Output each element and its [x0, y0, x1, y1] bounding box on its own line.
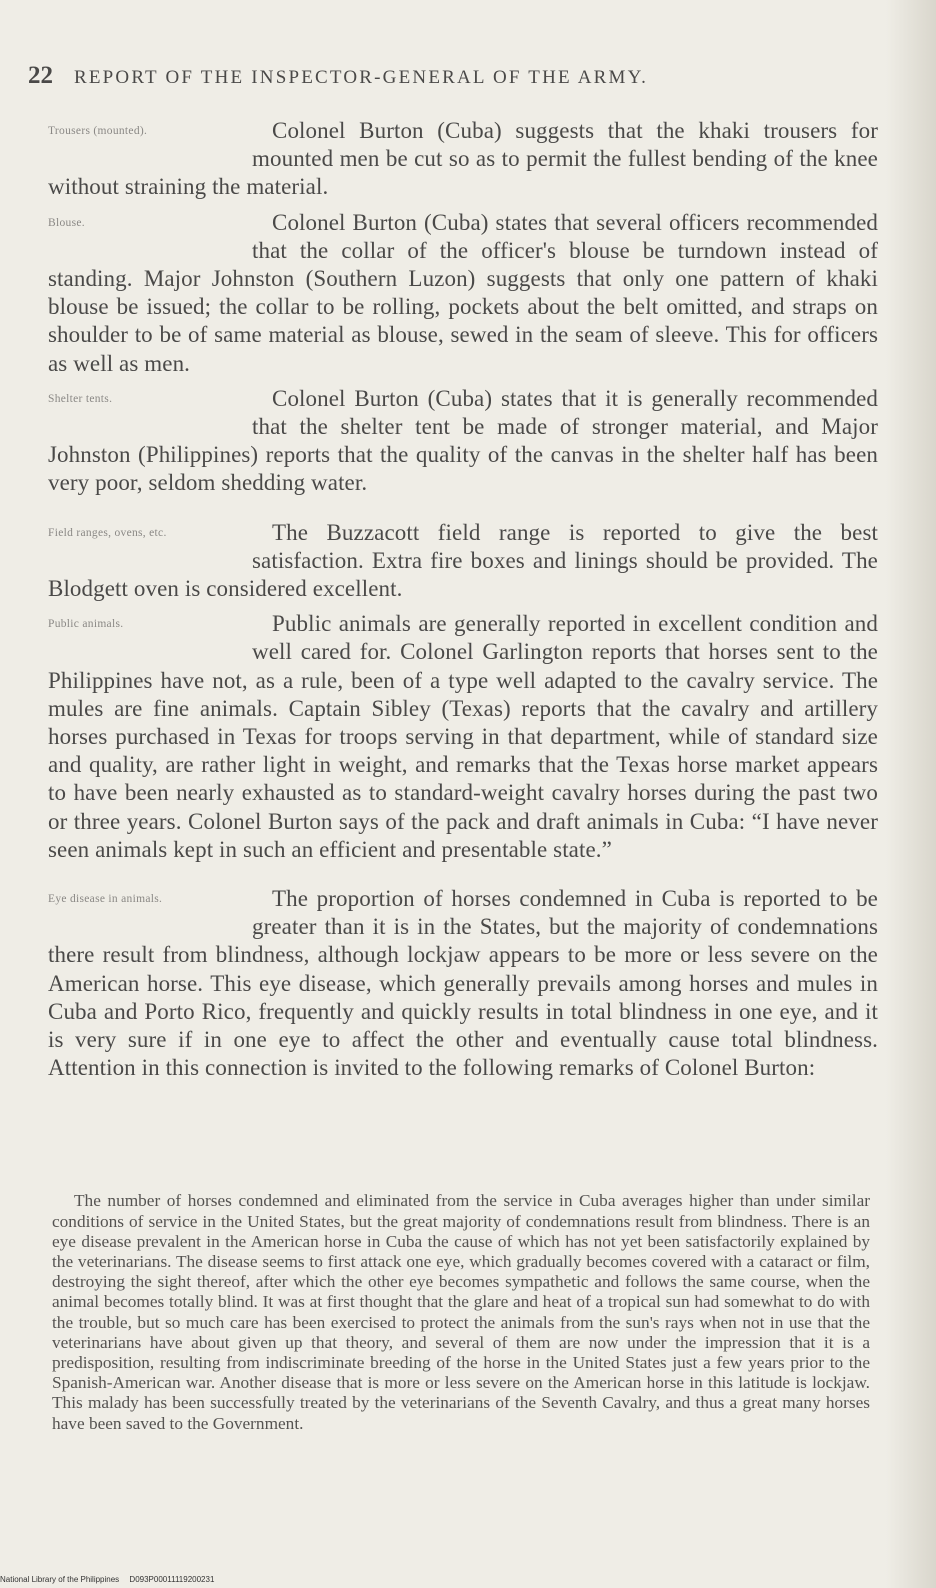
- paragraph-text: Public animals are generally reported in excellent condition and well cared for. Colonel Garlington reports that horses sent to the Philippines have not, as a rule, been of a type well adapted to the cavalry service. The mules are fine animals. Captain Sibley (Texas) reports that the cavalry and artillery horses purchased in Texas for troops serving in that department, while of standard size and quality, are rather light in weight, and remarks that the Texas horse market appears to have been nearly exhausted as to standard-weight cavalry horses during the past two or three years. Colonel Burton says of the pack and draft animals in Cuba: “I have never seen animals kept in such an efficient and presentable state.”: [48, 611, 878, 862]
- scan-footer: [0, 1575, 300, 1584]
- scan-identifier: D093P00011119200231: [129, 1575, 215, 1584]
- paragraph-trousers: [48, 117, 878, 202]
- paragraph-text: Colonel Burton (Cuba) suggests that the khaki trousers for mounted men be cut so as to permit the fullest bending of the knee without straining the material.: [48, 118, 878, 200]
- margin-note: Shelter tents.: [48, 392, 113, 405]
- paragraph-text: Colonel Burton (Cuba) states that several officers recommended that the collar of the officer's blouse be turndown instead of standing. Major Johnston (Southern Luzon) suggests that only one pattern of khaki blouse be issued; the collar to be rolling, pockets about the belt omitted, and straps on shoulder to be of same material as blouse, sewed in the seam of sleeve. This for officers as well as men.: [48, 209, 878, 376]
- paragraph-eye-disease: [48, 885, 878, 1082]
- page-number: 22: [28, 62, 53, 89]
- running-title: REPORT OF THE INSPECTOR-GENERAL OF THE ARMY.: [73, 67, 649, 88]
- paragraph-text: The proportion of horses condemned in Cuba is reported to be greater than it is in the States, but the majority of condemnations there result from blindness, although lockjaw appears to be more or less severe on the American horse. This eye disease, which generally prevails among horses and mules in Cuba and Porto Rico, frequently and quickly results in total blindness in one eye, and it is very sure if in one eye to affect the other and eventually cause total blindness. Attention in this connection is invited to the following remarks of Colonel Burton:: [48, 886, 878, 1081]
- paragraph-public-animals: [48, 610, 878, 864]
- margin-note: Trousers (mounted).: [48, 125, 148, 137]
- page-edge-shadow: [886, 0, 936, 1588]
- library-name: National Library of the Philippines: [0, 1575, 120, 1584]
- body-text: [48, 117, 878, 1083]
- paragraph-blouse: [48, 209, 878, 378]
- running-header: [28, 62, 808, 90]
- paragraph-text: The Buzzacott field range is reported to give the best satisfaction. Extra fire boxes and linings should be provided. The Blodgett oven is considered excellent.: [48, 519, 878, 602]
- margin-note: Blouse.: [48, 216, 85, 229]
- margin-note: Field ranges, ovens, etc.: [48, 526, 167, 539]
- block-quote: The number of horses condemned and eliminated from the service in Cuba averages higher than under similar conditions of service in the United States, but the great majority of condemnations result from blindness. There is an eye disease prevalent in the American horse in Cuba the cause of which has not yet been satisfactorily explained by the veterinarians. The disease seems to first attack one eye, which gradually becomes covered with a cataract or film, destroying the sight thereof, after which the other eye becomes sympathetic and follows the same course, when the animal becomes totally blind. It was at first thought that the glare and heat of a tropical sun had somewhat to do with the trouble, but so much care has been exercised to protect the animals from the sun's rays when not in use that the veterinarians have about given up that theory, and several of them are now under the impression that it is a predisposition, resulting from indiscriminate breeding of the horse in the United States just a few years prior to the Spanish-American war. Another disease that is more or less severe on the American horse in this latitude is lockjaw. This malady has been successfully treated by the veterinarians of the Seventh Cavalry, and thus a great many horses have been saved to the Government.: [52, 1191, 870, 1433]
- paragraph-field-ranges: [48, 519, 878, 604]
- paragraph-shelter-tents: [48, 385, 878, 498]
- margin-note: Eye disease in animals.: [48, 893, 163, 906]
- margin-note: Public animals.: [48, 618, 124, 631]
- paragraph-text: Colonel Burton (Cuba) states that it is generally recommended that the shelter tent be made of stronger material, and Major Johnston (Philippines) reports that the quality of the canvas in the shelter half has been very poor, seldom shedding water.: [48, 385, 878, 496]
